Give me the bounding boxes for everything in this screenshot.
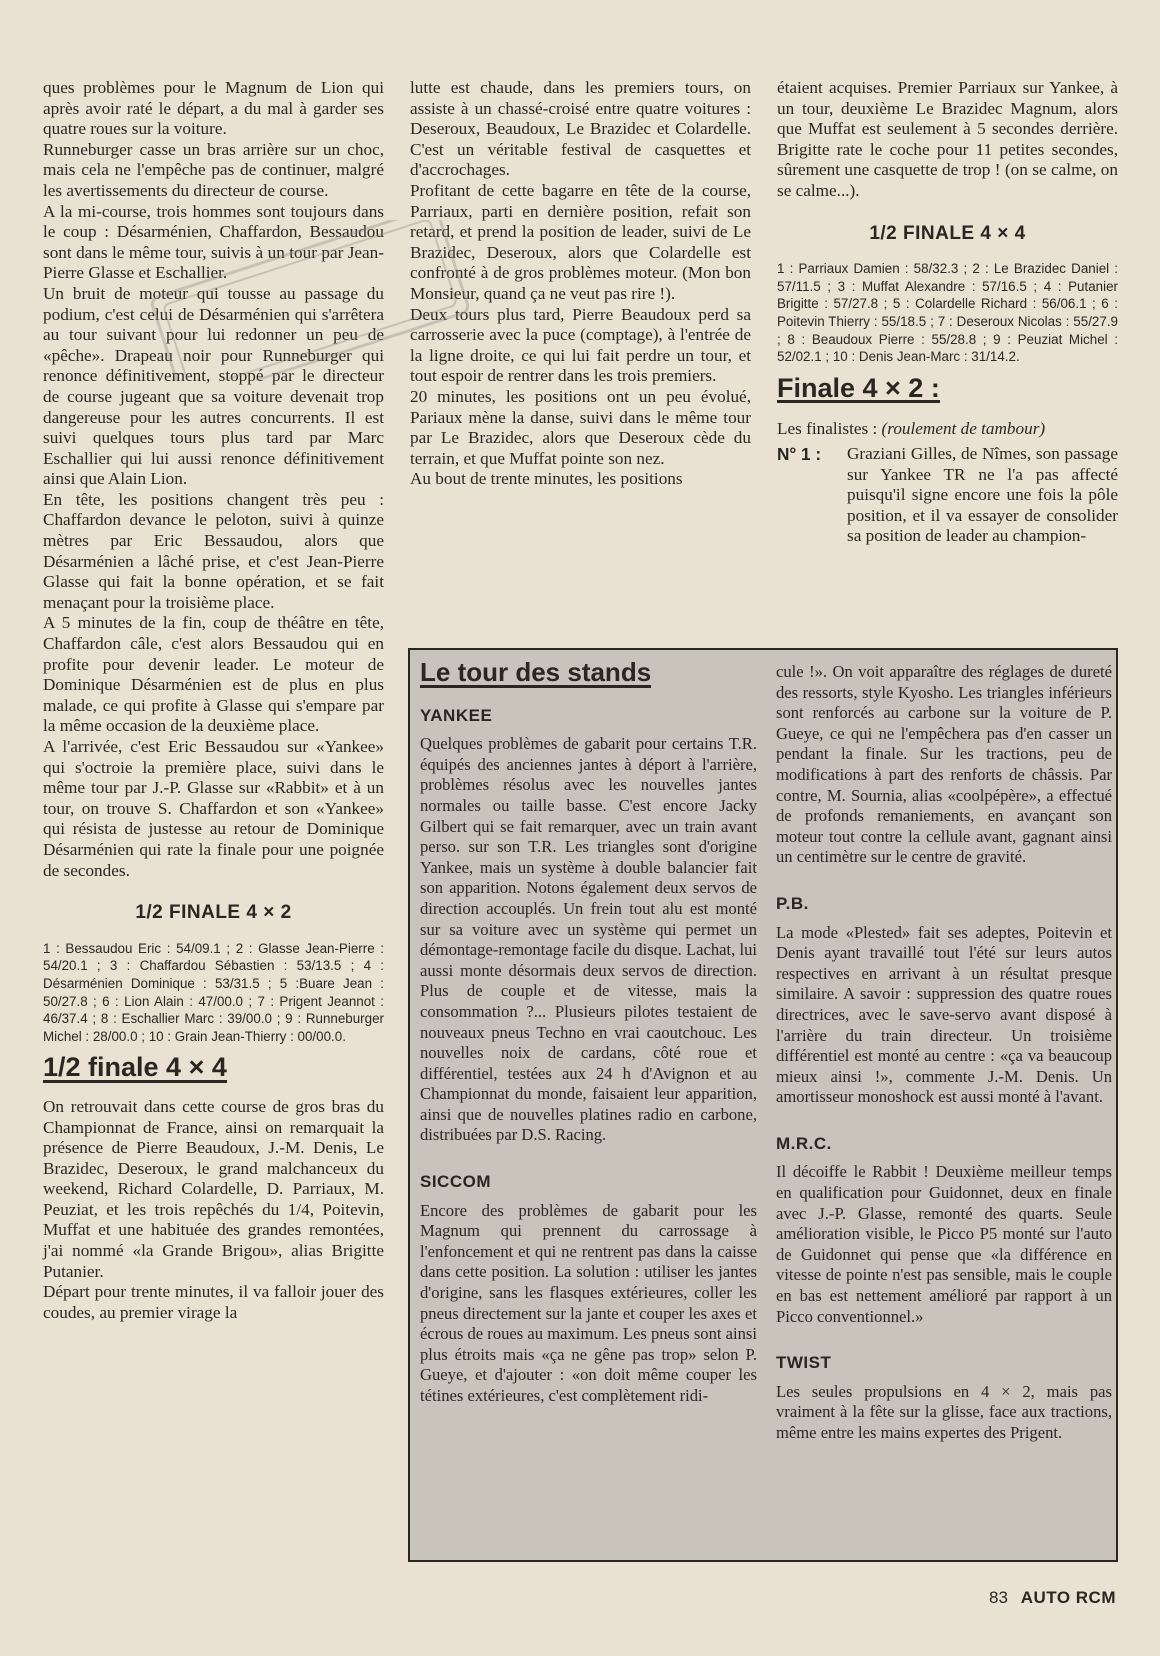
column-2 xyxy=(410,78,751,490)
paragraph: Deux tours plus tard, Pierre Beaudoux perd sa carrosserie avec la puce (comptage), à l'entrée de la ligne droite, ce qui lui fait perdre un tour, et tout espoir de rentrer dans les trois premiers. xyxy=(410,304,751,386)
paragraph: Départ pour trente minutes, il va falloir jouer des coudes, au premier virage la xyxy=(43,1282,384,1322)
finalist-text: Graziani Gilles, de Nîmes, son passage sur Yankee TR ne l'a pas affecté puisqu'il signe encore une fois la pôle position, et il va essayer de consolider sa position de leader au champion- xyxy=(847,443,1118,546)
box-subheading: TWIST xyxy=(776,1353,832,1373)
results-heading: 1/2 FINALE 4 × 2 xyxy=(135,902,292,924)
column-3 xyxy=(777,78,1118,547)
paragraph: Runneburger casse un bras arrière sur un choc, mais cela ne l'empêche pas de continuer, malgré les avertissements du directeur de course. xyxy=(43,139,384,200)
column-1 xyxy=(43,78,384,1323)
results-list: 1 : Bessaudou Eric : 54/09.1 ; 2 : Glasse Jean-Pierre : 54/20.1 ; 3 : Chaffardou Sébastien : 53/13.5 ; 4 : Désarménien Dominique : 53/31.5 ; 5 :Buare Jean : 50/27.8 ; 6 : Lion Alain : 47/00.0 ; 7 : Prigent Jeannot : 46/37.4 ; 8 : Eschallier Marc : 39/00.0 ; 9 : Runneburger Michel : 28/00.0 ; 10 : Grain Jean-Thierry : 00/00.0. xyxy=(43,940,384,1044)
paragraph: Un bruit de moteur qui tousse au passage du podium, c'est celui de Désarménien qui s'arrêtera au tour suivant pour lui redonner un peu de «pêche». Drapeau noir pour Runneburger qui renonce définitivement, stoppé par le directeur de course jugeant que sa voiture devenait trop dangereuse pour les autres concurrents. Il est suivi quelques tours plus tard par Marc Eschallier qui lui aussi renonce définitivement ainsi que Alain Lion. xyxy=(43,283,384,489)
box-subheading: SICCOM xyxy=(420,1172,491,1192)
box-paragraph: Les seules propulsions en 4 × 2, mais pas vraiment à la fête sur la glisse, face aux tractions, même entre les mains expertes des Prigent. xyxy=(776,1381,1112,1442)
finalist-number: N° 1 : xyxy=(777,443,822,464)
paragraph: lutte est chaude, dans les premiers tours, on assiste à un chassé-croisé entre quatre voitures : Deseroux, Beaudoux, Le Brazidec et Colardelle. C'est un véritable festival de casquettes et d'accrochages. xyxy=(410,78,751,180)
section-title: Finale 4 × 2 : xyxy=(777,372,940,403)
paragraph: ques problèmes pour le Magnum de Lion qui après avoir raté le départ, a du mal à garder ses quatre roues sur la voiture. xyxy=(43,78,384,139)
magazine-name: AUTO RCM xyxy=(1020,1588,1116,1607)
paragraph: Au bout de trente minutes, les positions xyxy=(410,469,683,489)
paragraph: En tête, les positions changent très peu : Chaffardon devance le peloton, suivi à quinze mètres par Eric Bessaudou, alors que Désarménien a lâché prise, et c'est Jean-Pierre Glasse qui fait la bonne opération, et se fait menaçant pour la troisième place. xyxy=(43,489,384,612)
section-title: 1/2 finale 4 × 4 xyxy=(43,1052,227,1083)
paragraph: étaient acquises. Premier Parriaux sur Yankee, à un tour, deuxième Le Brazidec Magnum, alors que Muffat est seulement à 5 secondes derrière. Brigitte rate le coche pour 11 petites secondes, sûrement une casquette de trop ! (on se calme, on se calme...). xyxy=(777,78,1118,200)
finalistes-label: Les finalistes : xyxy=(777,419,878,439)
box-subheading: M.R.C. xyxy=(776,1133,832,1153)
box-subheading: P.B. xyxy=(776,893,809,913)
results-list: 1 : Parriaux Damien : 58/32.3 ; 2 : Le Brazidec Daniel : 57/11.5 ; 3 : Muffat Alexandre : 57/16.5 ; 4 : Putanier Brigitte : 57/27.8 ; 5 : Colardelle Richard : 56/06.1 ; 6 : Poitevin Thierry : 55/18.5 ; 7 : Deseroux Nicolas : 55/27.9 ; 8 : Beaudoux Pierre : 55/28.8 ; 9 : Peuziat Michel : 52/02.1 ; 10 : Denis Jean-Marc : 31/14.2. xyxy=(777,261,1118,365)
box-paragraph: Encore des problèmes de gabarit pour les Magnum qui prennent du carrossage à l'enfoncement et qui ne rentrent pas dans la caisse dans cette position. La solution : utiliser les jantes d'origine, sans les flasques extérieures, coller les pneus directement sur la jante et couper les axes et écrous de roues au maximum. Les pneus sont ainsi plus étroits mais «ça ne gêne pas trop» selon P. Gueye, et d'ajouter : «on doit même couper les tétines extérieures, c'est complètement ridi- xyxy=(420,1200,757,1405)
box-paragraph: La mode «Plested» fait ses adeptes, Poitevin et Denis ayant travaillé tout l'été sur leurs autos respectives en arrivant à un résultat presque similaire. A savoir : suppression des quatre roues directrices, avec le save-servo avant disposé à l'arrière du train directeur. Un troisième différentiel est monté au centre : «ça va beaucoup mieux ainsi !», commente J.-M. Denis. Un amortisseur monoshock est aussi monté à l'avant. xyxy=(776,922,1112,1107)
paragraph: On retrouvait dans cette course de gros bras du Championnat de France, ainsi on remarquait la présence de Pierre Beaudoux, J.-M. Denis, Le Brazidec, Deseroux, le grand malchanceux du weekend, Richard Colardelle, D. Parriaux, M. Peuziat, et les trois repêchés du 1/4, Poitevin, Muffat et une habituée des grandes remontées, j'ai nommé «la Grande Brigou», alias Brigitte Putanier. xyxy=(43,1096,384,1281)
box-paragraph: cule !». On voit apparaître des réglages de dureté des ressorts, style Kyosho. Les triangles inférieurs sont renforcés au carbone sur la voiture de P. Gueye, ce qui ne l'empêchera pas d'en casser un pendant la finale. Sur les tractions, peu de modifications à part des renforts de châssis. Par contre, M. Sournia, alias «coolpépère», a effectué de profonds remaniements, en avançant son moteur tout contre la cellule avant, gagnant ainsi un centimètre sur le centre de gravité. xyxy=(776,662,1112,867)
box-left-column xyxy=(420,657,757,1407)
finalistes-line xyxy=(777,419,1118,440)
paragraph: A l'arrivée, c'est Eric Bessaudou sur «Yankee» qui s'octroie la première place, suivi dans le même tour par J.-P. Glasse sur «Rabbit» et à un tour, on trouve S. Chaffardon et son «Yankee» qui résista de justesse au retour de Dominique Désarménien qui rate la finale pour une poignée de secondes. xyxy=(43,737,384,880)
paragraph: Profitant de cette bagarre en tête de la course, Parriaux, parti en dernière position, refait son retard, et prend la position de leader, suivi de Le Brazidec, Deseroux, alors que Colardelle est confronté à de gros problèmes moteur. (Mon bon Monsieur, quand ça ne veut pas rire !). xyxy=(410,180,751,303)
finalist-entry xyxy=(777,444,1118,547)
page-footer xyxy=(989,1588,1116,1608)
paragraph: A la mi-course, trois hommes sont toujours dans le coup : Désarménien, Chaffardon, Bessaudou sont dans le même tour, suivis à un tour par Jean-Pierre Glasse et Eschallier. xyxy=(43,201,384,283)
box-paragraph: Quelques problèmes de gabarit pour certains T.R. équipés des anciennes jantes à déport à l'arrière, problèmes résolus avec les nouvelles jantes normales ou taille basse. C'est encore Jacky Gilbert qui se fait remarquer, avec un train avant perso. sur son T.R. Les triangles sont d'origine Yankee, mais un système à double balancier fait son apparition. Notons également deux servos de direction accouplés. Un frein tout alu est monté sur sa voiture avec un système qui permet un démontage-remontage facile du disque. Lachat, lui aussi monte désormais deux servos de direction. Plus de couple et de vitesse, mais la consommation ?... Plusieurs pilotes testaient de nouveaux pneus Techno en vrai caoutchouc. Les nouvelles noix de cardans, côté roue et différentiel, testées aux 24 h d'Avignon et au Championnat du monde, faisaient leur apparition, ainsi que de nouvelles platines radio en carbone, distribuées par D.S. Racing. xyxy=(420,734,757,1145)
paragraph: A 5 minutes de la fin, coup de théâtre en tête, Chaffardon câle, c'est alors Bessaudou qui en profite pour devenir leader. Le moteur de Dominique Désarménien est de plus en plus malade, ce qui profite à Glasse qui s'empare par la même occasion de la deuxième place. xyxy=(43,613,384,736)
box-title: Le tour des stands xyxy=(420,657,652,687)
pit-stands-box xyxy=(408,648,1118,1562)
box-right-column xyxy=(776,662,1112,1444)
box-subheading: YANKEE xyxy=(420,705,493,725)
page-number: 83 xyxy=(989,1588,1008,1607)
box-paragraph: Il décoiffe le Rabbit ! Deuxième meilleur temps en qualification pour Guidonnet, deux en finale avec J.-P. Glasse, remonté des quarts. Seule amélioration visible, le Picco P5 monté sur l'auto de Guidonnet qui pense que «la différence en vitesse de pointe n'est pas sensible, mais le couple en bas est nettement amélioré par rapport à un Picco conventionnel.» xyxy=(776,1162,1112,1326)
results-heading: 1/2 FINALE 4 × 4 xyxy=(869,222,1026,244)
finalistes-note: (roulement de tambour) xyxy=(881,419,1046,439)
paragraph: 20 minutes, les positions ont un peu évolué, Pariaux mène la danse, suivi dans le même tour par Le Brazidec, alors que Deseroux cède du terrain, et que Muffat pointe son nez. xyxy=(410,386,751,468)
